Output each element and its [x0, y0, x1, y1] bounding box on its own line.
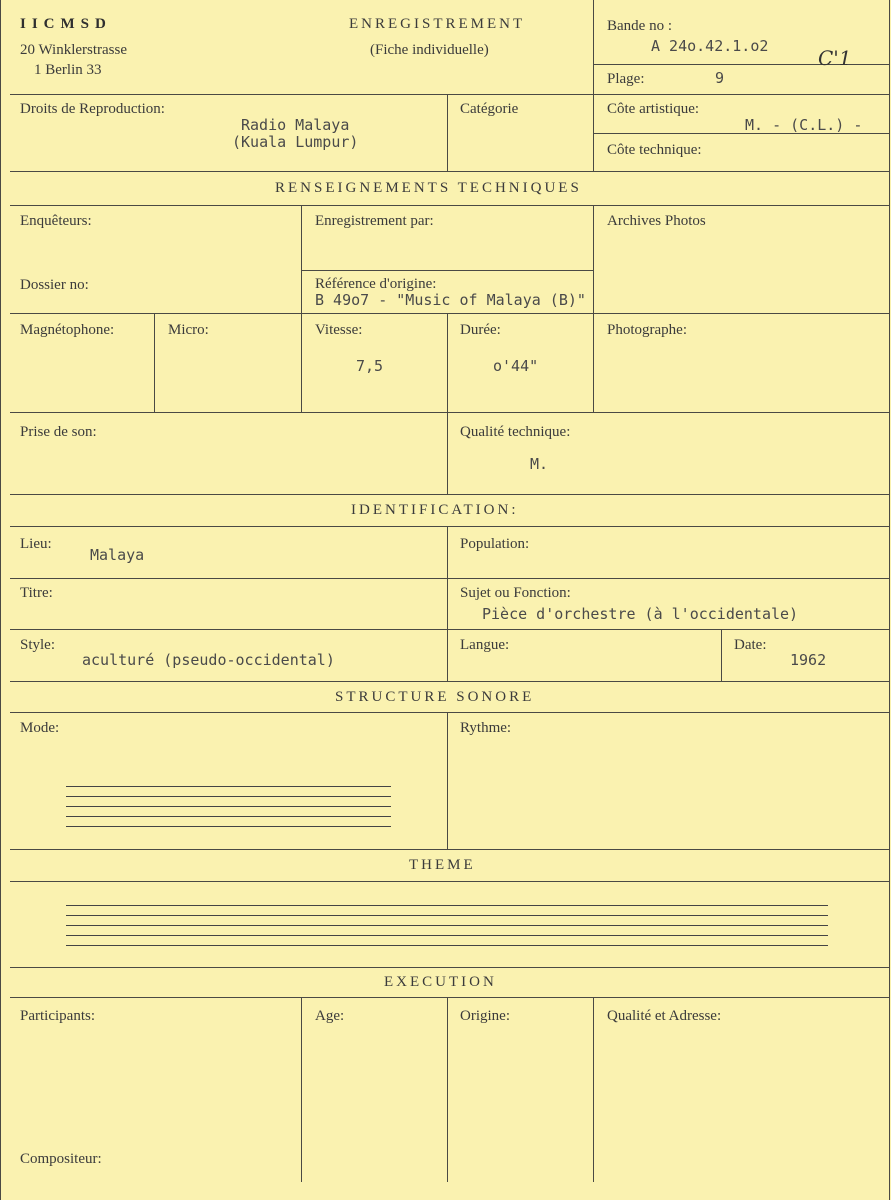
divider: [447, 997, 448, 1182]
duree-value: o'44": [493, 357, 539, 375]
divider: [10, 171, 889, 172]
divider: [10, 629, 889, 630]
date-value: 1962: [790, 651, 827, 669]
divider: [10, 712, 889, 713]
divider: [154, 313, 155, 412]
vitesse-label: Vitesse:: [315, 322, 363, 338]
divider: [447, 526, 448, 681]
card-left-edge: [0, 0, 1, 1200]
theme-staff: [66, 905, 828, 947]
form-subtitle: (Fiche individuelle): [370, 42, 489, 58]
dossier-label: Dossier no:: [20, 277, 89, 293]
bande-value: A 24o.42.1.o2: [651, 37, 769, 55]
age-label: Age:: [315, 1008, 345, 1024]
sujet-value: Pièce d'orchestre (à l'occidentale): [482, 605, 799, 623]
date-label: Date:: [734, 637, 767, 653]
qualite-technique-value: M.: [530, 455, 549, 473]
droits-label: Droits de Reproduction:: [20, 101, 165, 117]
qualite-adresse-label: Qualité et Adresse:: [607, 1008, 722, 1024]
cote-artistique-value: M. - (C.L.) -: [745, 116, 863, 134]
divider: [10, 578, 889, 579]
divider: [593, 205, 594, 313]
magnetophone-label: Magnétophone:: [20, 322, 115, 338]
plage-label: Plage:: [607, 71, 645, 87]
bande-handwritten-note: C'1: [818, 46, 852, 70]
sujet-label: Sujet ou Fonction:: [460, 585, 571, 601]
photographe-label: Photographe:: [607, 322, 687, 338]
card-right-edge: [889, 0, 890, 1200]
enregistrement-par-label: Enregistrement par:: [315, 213, 434, 229]
prise-de-son-label: Prise de son:: [20, 424, 97, 440]
participants-label: Participants:: [20, 1008, 95, 1024]
compositeur-label: Compositeur:: [20, 1151, 102, 1167]
origine-label: Origine:: [460, 1008, 510, 1024]
style-label: Style:: [20, 637, 56, 653]
divider: [447, 712, 448, 849]
section-title-identification: IDENTIFICATION:: [351, 502, 519, 518]
reference-value: B 49o7 - "Music of Malaya (B)": [315, 291, 586, 309]
institute-logo: IICMSD: [20, 16, 112, 32]
divider: [593, 997, 594, 1182]
divider: [447, 313, 448, 412]
address-line-1: 20 Winklerstrasse: [20, 42, 128, 58]
section-title-structure: STRUCTURE SONORE: [335, 689, 535, 705]
enqueteurs-label: Enquêteurs:: [20, 213, 92, 229]
lieu-label: Lieu:: [20, 536, 52, 552]
droits-value-line-1: Radio Malaya: [241, 116, 350, 134]
divider: [10, 526, 889, 527]
divider: [721, 629, 722, 681]
langue-label: Langue:: [460, 637, 510, 653]
titre-label: Titre:: [20, 585, 53, 601]
divider: [301, 313, 302, 412]
archives-photos-label: Archives Photos: [607, 213, 706, 229]
qualite-technique-label: Qualité technique:: [460, 424, 571, 440]
divider: [593, 0, 594, 94]
section-title-execution: EXECUTION: [384, 974, 497, 990]
bande-label: Bande no :: [607, 18, 672, 34]
reference-label: Référence d'origine:: [315, 276, 437, 292]
address-line-2: 1 Berlin 33: [34, 62, 102, 78]
divider: [10, 681, 889, 682]
divider: [10, 997, 889, 998]
divider: [593, 313, 594, 412]
divider: [10, 849, 889, 850]
micro-label: Micro:: [168, 322, 209, 338]
divider: [10, 412, 889, 413]
plage-value: 9: [715, 69, 725, 87]
style-value: aculturé (pseudo-occidental): [82, 651, 335, 669]
mode-label: Mode:: [20, 720, 60, 736]
vitesse-value: 7,5: [356, 357, 384, 375]
divider: [10, 881, 889, 882]
divider: [447, 412, 448, 494]
mode-staff: [66, 786, 391, 828]
cote-technique-label: Côte technique:: [607, 142, 702, 158]
duree-label: Durée:: [460, 322, 501, 338]
divider: [10, 94, 889, 95]
divider: [447, 94, 448, 171]
form-title: ENREGISTREMENT: [349, 16, 526, 32]
droits-value-line-2: (Kuala Lumpur): [232, 133, 359, 151]
categorie-label: Catégorie: [460, 101, 519, 117]
divider: [301, 997, 302, 1182]
divider: [10, 967, 889, 968]
lieu-value: Malaya: [90, 546, 145, 564]
divider: [10, 313, 889, 314]
divider: [301, 205, 302, 313]
population-label: Population:: [460, 536, 530, 552]
divider: [10, 494, 889, 495]
divider: [301, 270, 593, 271]
rythme-label: Rythme:: [460, 720, 512, 736]
section-title-technique: RENSEIGNEMENTS TECHNIQUES: [275, 180, 582, 196]
section-title-theme: THEME: [409, 857, 476, 873]
divider: [10, 205, 889, 206]
cote-artistique-label: Côte artistique:: [607, 101, 700, 117]
